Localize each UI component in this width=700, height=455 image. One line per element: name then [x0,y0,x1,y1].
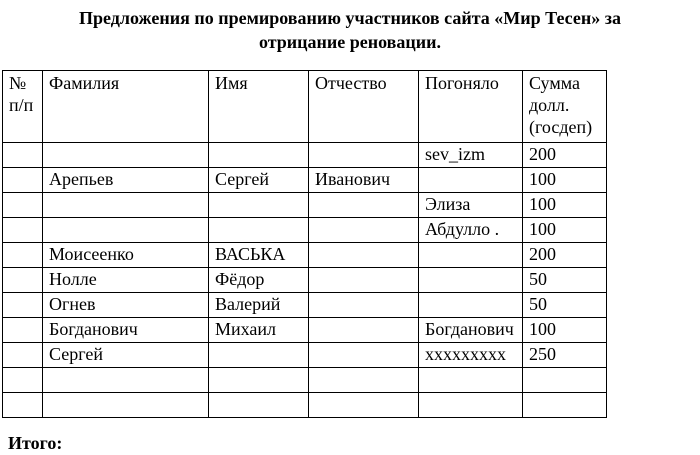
cell-last-name [43,393,209,418]
cell-patronymic [309,193,419,218]
header-nickname: Погоняло [419,71,523,143]
cell-last-name: Нолле [43,268,209,293]
cell-nickname [419,293,523,318]
table-row [3,293,607,318]
document-title-line-2: отрицание реновации. [258,32,442,52]
cell-last-name [43,218,209,243]
cell-last-name [43,193,209,218]
cell-number [3,143,43,168]
cell-first-name: Михаил [209,318,309,343]
cell-number [3,268,43,293]
cell-number [3,318,43,343]
header-patronymic: Отчество [309,71,419,143]
cell-patronymic [309,393,419,418]
cell-nickname: sev_izm [419,143,523,168]
cell-patronymic [309,293,419,318]
cell-amount: 200 [523,243,607,268]
header-amount: Сумма долл. (госдеп) [523,71,607,143]
cell-last-name: Моисеенко [43,243,209,268]
cell-patronymic [309,318,419,343]
cell-last-name: Арепьев [43,168,209,193]
table-row [3,343,607,368]
cell-nickname [419,168,523,193]
table-row [3,193,607,218]
cell-amount: 100 [523,193,607,218]
cell-first-name: ВАСЬКА [209,243,309,268]
cell-number [3,168,43,193]
table-row [3,218,607,243]
cell-amount: 50 [523,293,607,318]
cell-amount: 100 [523,218,607,243]
cell-number [3,368,43,393]
cell-first-name [209,193,309,218]
cell-amount [523,368,607,393]
cell-patronymic [309,343,419,368]
cell-nickname [419,368,523,393]
cell-patronymic: Иванович [309,168,419,193]
cell-last-name [43,143,209,168]
cell-first-name: Валерий [209,293,309,318]
total-label: Итого: [8,433,63,453]
table-row [3,268,607,293]
cell-first-name [209,218,309,243]
cell-number [3,343,43,368]
cell-first-name [209,368,309,393]
table-row [3,393,607,418]
cell-number [3,193,43,218]
cell-number [3,218,43,243]
cell-patronymic [309,243,419,268]
table-header-row [3,71,607,143]
cell-nickname: Элиза [419,193,523,218]
header-last-name: Фамилия [43,71,209,143]
document-title-line-1: Предложения по премированию участников сайта «Мир Тесен» за [79,8,621,28]
cell-number [3,293,43,318]
cell-last-name: Богданович [43,318,209,343]
header-first-name: Имя [209,71,309,143]
table-row [3,368,607,393]
cell-first-name: Фёдор [209,268,309,293]
cell-patronymic [309,368,419,393]
cell-nickname: xxxxxxxxx [419,343,523,368]
cell-last-name [43,368,209,393]
cell-nickname: Абдулло . [419,218,523,243]
table-row [3,168,607,193]
cell-amount: 250 [523,343,607,368]
cell-patronymic [309,268,419,293]
table-row [3,318,607,343]
cell-nickname [419,243,523,268]
cell-patronymic [309,143,419,168]
cell-nickname [419,268,523,293]
cell-amount: 100 [523,318,607,343]
cell-nickname: Богданович [419,318,523,343]
cell-first-name [209,343,309,368]
table-row [3,143,607,168]
document-title [0,6,700,54]
cell-last-name: Огнев [43,293,209,318]
cell-nickname [419,393,523,418]
cell-first-name [209,143,309,168]
cell-first-name: Сергей [209,168,309,193]
cell-first-name [209,393,309,418]
cell-number [3,243,43,268]
cell-number [3,393,43,418]
cell-amount: 200 [523,143,607,168]
cell-last-name: Сергей [43,343,209,368]
cell-amount: 50 [523,268,607,293]
cell-amount [523,393,607,418]
bonus-table [2,70,607,418]
cell-patronymic [309,218,419,243]
table-row [3,243,607,268]
header-number: № п/п [3,71,43,143]
cell-amount: 100 [523,168,607,193]
